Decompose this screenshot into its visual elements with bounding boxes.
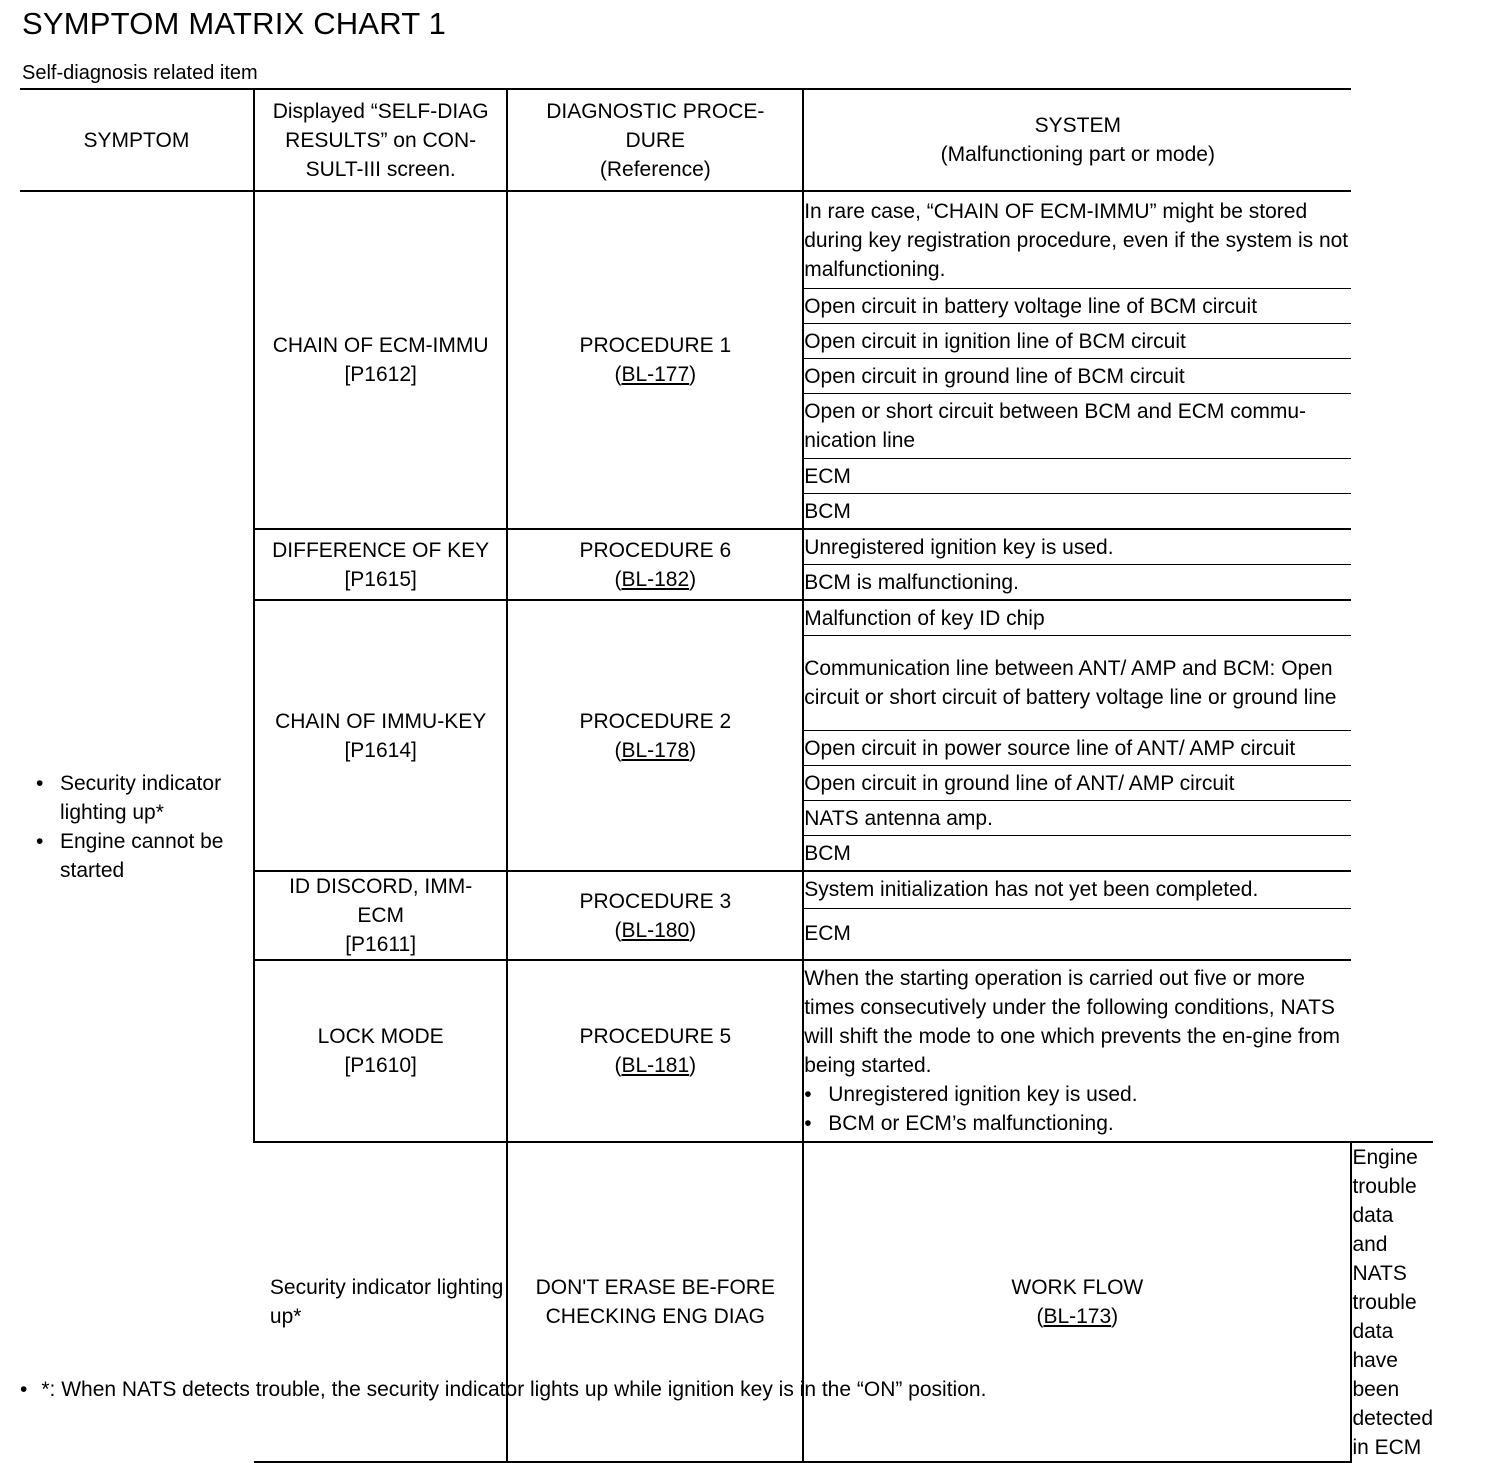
procedure-ref-link[interactable]: BL-180 <box>621 918 690 942</box>
diag-result-code: [P1610] <box>344 1054 417 1077</box>
system-cell: Engine trouble data and NATS trouble data have been detected in ECM <box>1351 1142 1433 1462</box>
symptom-matrix-table <box>20 88 1433 1463</box>
procedure-ref: (BL-180) <box>614 918 697 942</box>
diag-result-cell <box>254 960 508 1142</box>
system-cell: Open circuit in ignition line of BCM circuit <box>803 324 1351 359</box>
system-cell: BCM <box>803 494 1351 530</box>
header-displayed <box>254 89 508 191</box>
system-cell: Open circuit in power source line of ANT/ AMP circuit <box>803 731 1351 766</box>
system-cell <box>803 960 1351 1142</box>
header-procedure-line1: DIAGNOSTIC PROCE-DURE <box>546 99 765 152</box>
system-cell: NATS antenna amp. <box>803 801 1351 836</box>
header-system <box>803 89 1351 191</box>
procedure-ref-link[interactable]: BL-173 <box>1043 1305 1112 1328</box>
procedure-ref: (BL-177) <box>614 363 697 386</box>
procedure-cell <box>507 960 803 1142</box>
diag-result-cell <box>254 529 508 600</box>
header-procedure <box>507 89 803 191</box>
lock-mode-description: When the starting operation is carried out five or more times consecutively under the following conditions, NATS will shift the mode to one which prevents the en-gine from being started. <box>804 967 1340 1077</box>
lock-mode-conditions <box>804 1080 1351 1138</box>
system-cell: In rare case, “CHAIN OF ECM-IMMU” might be stored during key registration procedure, even if the system is not malfunctioning. <box>803 191 1351 289</box>
diag-result-code: [P1612] <box>344 363 417 386</box>
procedure-ref: (BL-173) <box>1036 1305 1119 1328</box>
procedure-name: PROCEDURE 6 <box>579 538 732 562</box>
procedure-ref: (BL-178) <box>614 738 697 762</box>
procedure-ref-link[interactable]: BL-182 <box>621 567 690 591</box>
procedure-ref: (BL-181) <box>614 1054 697 1077</box>
procedure-ref-link[interactable]: BL-181 <box>621 1054 690 1077</box>
procedure-cell <box>507 600 803 871</box>
diag-result-cell <box>507 1142 803 1462</box>
system-cell: BCM <box>803 836 1351 872</box>
procedure-cell <box>803 1142 1351 1462</box>
page-title: SYMPTOM MATRIX CHART 1 <box>22 6 447 41</box>
procedure-ref: (BL-182) <box>614 567 697 591</box>
system-cell: Open circuit in ground line of ANT/ AMP circuit <box>803 766 1351 801</box>
symptom-cell <box>20 191 254 1462</box>
procedure-name: PROCEDURE 1 <box>579 334 732 357</box>
system-cell: Open circuit in battery voltage line of BCM circuit <box>803 289 1351 324</box>
diag-result-code: [P1614] <box>344 738 417 762</box>
header-procedure-line2: (Reference) <box>599 157 711 181</box>
procedure-name: WORK FLOW <box>1011 1276 1144 1299</box>
diag-result-cell <box>254 600 508 871</box>
footnote-text: *: When NATS detects trouble, the security indicator lights up while ignition key is in the “ON” position. <box>41 1378 987 1401</box>
system-cell: Open circuit in ground line of BCM circuit <box>803 359 1351 394</box>
diag-result-code: [P1615] <box>344 567 417 591</box>
system-cell: BCM is malfunctioning. <box>803 565 1351 601</box>
table-header <box>20 89 1433 191</box>
system-cell: ECM <box>803 908 1351 960</box>
diag-result-name: LOCK MODE <box>317 1025 444 1048</box>
condition-item: • Unregistered ignition key is used. <box>804 1080 1351 1109</box>
procedure-name: PROCEDURE 3 <box>579 889 732 913</box>
diag-result-name: CHAIN OF ECM-IMMU <box>272 334 489 357</box>
header-symptom: SYMPTOM <box>20 89 254 191</box>
footnote-bullet: • <box>20 1378 28 1401</box>
system-cell: Unregistered ignition key is used. <box>803 529 1351 565</box>
procedure-ref-link[interactable]: BL-177 <box>621 363 690 386</box>
diag-result-cell <box>254 191 508 529</box>
condition-item: • BCM or ECM’s malfunctioning. <box>804 1109 1351 1138</box>
header-displayed-text: Displayed “SELF-DIAG RESULTS” on CON-SULT-III screen. <box>272 99 489 181</box>
diag-result-cell <box>254 871 508 960</box>
symptom-item: • Engine cannot be started <box>36 827 245 885</box>
diag-result-name: DON'T ERASE BE-FORE CHECKING ENG DIAG <box>535 1276 775 1328</box>
symptom-cell: Security indicator lighting up* <box>254 1142 508 1462</box>
table-caption: Self-diagnosis related item <box>22 62 258 84</box>
diag-result-name: ID DISCORD, IMM-ECM <box>289 875 473 927</box>
system-cell: System initialization has not yet been completed. <box>803 871 1351 908</box>
procedure-ref-link[interactable]: BL-178 <box>621 738 690 762</box>
symptom-item: • Security indicator lighting up* <box>36 769 245 827</box>
diag-result-name: DIFFERENCE OF KEY <box>272 538 490 562</box>
procedure-cell <box>507 871 803 960</box>
diag-result-code: [P1611] <box>345 933 417 956</box>
system-cell: Communication line between ANT/ AMP and BCM: Open circuit or short circuit of battery voltage line or ground line <box>803 636 1351 731</box>
procedure-cell <box>507 191 803 529</box>
header-system-line1: SYSTEM <box>1034 114 1121 137</box>
procedure-name: PROCEDURE 2 <box>579 709 732 733</box>
system-cell: ECM <box>803 459 1351 494</box>
diag-result-name: CHAIN OF IMMU-KEY <box>275 709 487 733</box>
table-row <box>20 191 1433 289</box>
footnote <box>20 1378 986 1402</box>
procedure-cell <box>507 529 803 600</box>
system-cell: Open or short circuit between BCM and ECM commu-nication line <box>803 394 1351 459</box>
system-cell: Malfunction of key ID chip <box>803 600 1351 636</box>
header-system-line2: (Malfunctioning part or mode) <box>940 143 1215 166</box>
symptom-list <box>36 769 245 885</box>
procedure-name: PROCEDURE 5 <box>579 1025 732 1048</box>
